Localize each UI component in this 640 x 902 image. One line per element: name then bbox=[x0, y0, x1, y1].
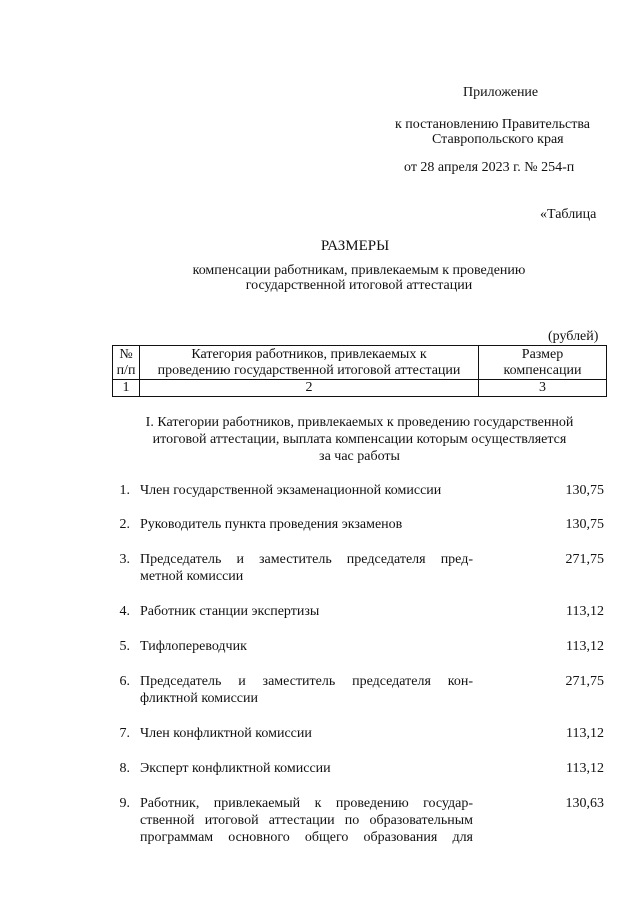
list-item-text bbox=[140, 795, 473, 846]
section-heading bbox=[112, 414, 607, 465]
list-item-text-line: Руководитель пункта проведения экзаменов bbox=[140, 517, 403, 532]
list-item-amount: 113,12 bbox=[566, 604, 604, 619]
list-item-number: 2. bbox=[119, 517, 130, 532]
col-number-header-b: п/п bbox=[116, 362, 136, 378]
list-item-text bbox=[140, 673, 473, 707]
col-number-header-a: № bbox=[119, 346, 133, 362]
list-item-number: 6. bbox=[119, 674, 130, 689]
list-item-number: 4. bbox=[119, 604, 130, 619]
list-item-number: 9. bbox=[119, 796, 130, 811]
section-heading-line-2: итоговой аттестации, выплата компенсации которым осуществляется bbox=[152, 432, 567, 447]
units-label: (рублей) bbox=[548, 329, 599, 344]
table-label: «Таблица bbox=[540, 207, 597, 222]
list-item-amount: 130,63 bbox=[565, 796, 604, 811]
resolution-line-1: к постановлению Правительства bbox=[395, 117, 591, 132]
col-amount-header-a: Размер bbox=[521, 346, 564, 362]
list-item-number: 5. bbox=[119, 639, 130, 654]
list-item-text-line: Член конфликтной комиссии bbox=[140, 726, 312, 741]
list-item-text-line: Член государственной экзаменационной комиссии bbox=[140, 483, 442, 498]
list-item-text-line: фликтной комиссии bbox=[140, 691, 259, 706]
col-amount-header bbox=[479, 346, 607, 380]
list-item-amount: 271,75 bbox=[565, 552, 604, 567]
list-item-text-line: Председатель и заместитель председателя кон- bbox=[140, 674, 473, 689]
list-item-number: 3. bbox=[119, 552, 130, 567]
list-item-text-line: Председатель и заместитель председателя пред- bbox=[140, 552, 473, 567]
col-index-2: 2 bbox=[140, 380, 479, 397]
list-item-amount: 271,75 bbox=[565, 674, 604, 689]
list-item-text bbox=[140, 725, 473, 742]
col-number-header bbox=[113, 346, 140, 380]
list-item-text bbox=[140, 516, 473, 533]
list-item-amount: 130,75 bbox=[565, 483, 604, 498]
list-item-amount: 113,12 bbox=[566, 761, 604, 776]
list-item-text bbox=[140, 603, 473, 620]
section-heading-line-1: I. Категории работников, привлекаемых к проведению государственной bbox=[145, 415, 574, 430]
list-item-number: 7. bbox=[119, 726, 130, 741]
appendix-label: Приложение bbox=[463, 85, 539, 100]
resolution-date: от 28 апреля 2023 г. № 254-п bbox=[404, 160, 575, 175]
list-item-amount: 113,12 bbox=[566, 639, 604, 654]
list-item-text-line: программам основного общего образования для bbox=[140, 830, 473, 845]
col-amount-header-b: компенсации bbox=[503, 362, 582, 378]
col-index-1: 1 bbox=[113, 380, 140, 397]
list-item-amount: 113,12 bbox=[566, 726, 604, 741]
document-subtitle-1: компенсации работникам, привлекаемым к проведению bbox=[192, 263, 526, 278]
document-title: РАЗМЕРЫ bbox=[320, 238, 390, 254]
list-item-text bbox=[140, 760, 473, 777]
col-index-3: 3 bbox=[479, 380, 607, 397]
list-item-number: 1. bbox=[119, 483, 130, 498]
list-item-text-line: метной комиссии bbox=[140, 569, 244, 584]
resolution-line-2: Ставропольского края bbox=[432, 132, 564, 147]
header-table bbox=[112, 345, 607, 397]
col-category-header bbox=[140, 346, 479, 380]
list-item-text bbox=[140, 638, 473, 655]
list-item-text-line: Работник, привлекаемый к проведению государ- bbox=[140, 796, 473, 811]
list-item-text-line: Тифлопереводчик bbox=[140, 639, 247, 654]
list-item-text bbox=[140, 482, 473, 499]
list-item-text bbox=[140, 551, 473, 585]
col-category-header-b: проведению государственной итоговой аттестации bbox=[157, 362, 461, 378]
list-item-text-line: Работник станции экспертизы bbox=[140, 604, 320, 619]
list-item-text-line: ственной итоговой аттестации по образовательным bbox=[140, 813, 473, 828]
list-item-number: 8. bbox=[119, 761, 130, 776]
list-item-text-line: Эксперт конфликтной комиссии bbox=[140, 761, 331, 776]
section-heading-line-3: за час работы bbox=[319, 449, 400, 464]
document-subtitle-2: государственной итоговой аттестации bbox=[245, 278, 473, 293]
list-item-amount: 130,75 bbox=[565, 517, 604, 532]
col-category-header-a: Категория работников, привлекаемых к bbox=[191, 346, 427, 362]
